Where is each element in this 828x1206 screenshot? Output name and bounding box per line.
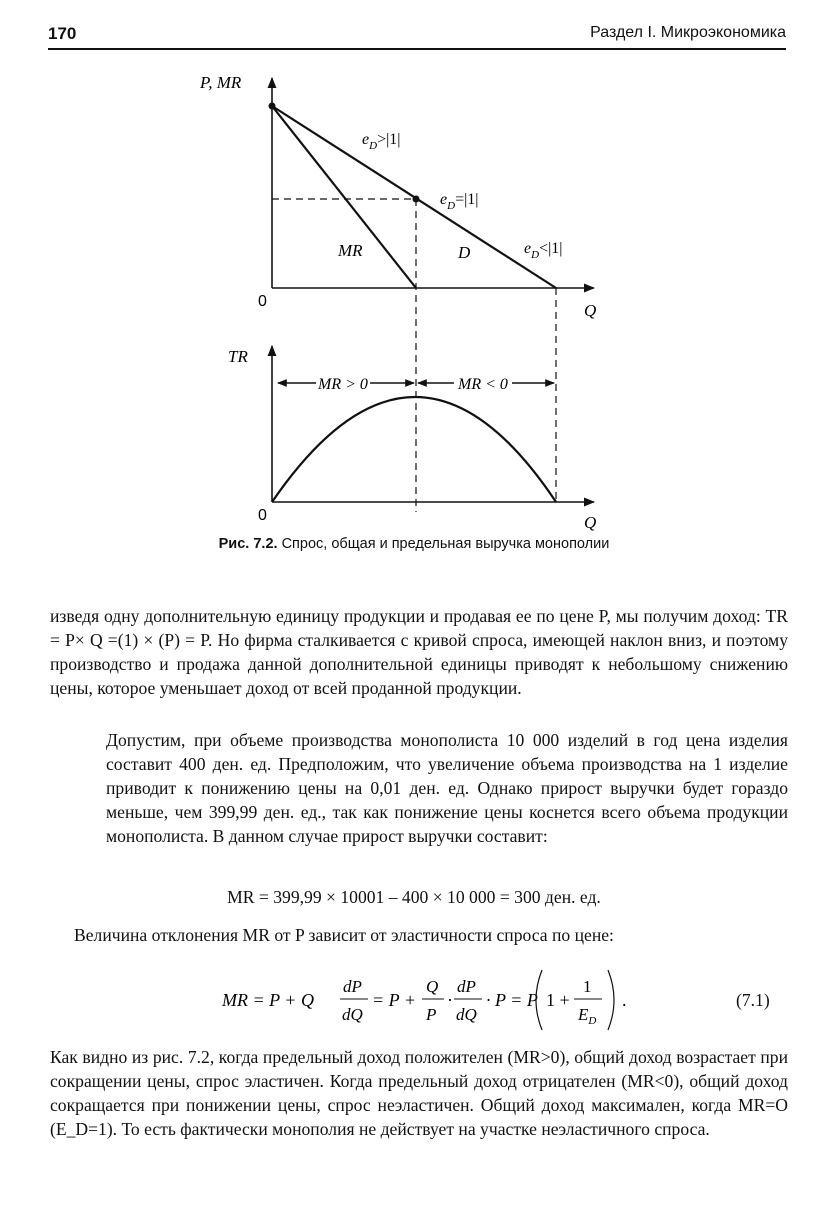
f-frac4-num: 1 [583,977,592,996]
mr-positive-label: MR > 0 [318,376,368,393]
f-mid: = P + [372,990,416,1010]
mr-negative-label: MR < 0 [458,376,508,393]
paragraph-4 [50,1045,788,1141]
figure-svg [0,60,828,540]
formula-mr-calc: MR = 399,99 × 10001 – 400 × 10 000 = 300 ден. ед. [227,887,601,907]
paragraph-3-text: Величина отклонения MR от P зависит от эластичности спроса по цене: [74,925,614,945]
formula-7-1-svg [200,964,640,1036]
f-tail: · P = P [486,990,538,1010]
paragraph-3 [74,923,788,947]
page-number: 170 [48,24,77,43]
mr-label: MR [338,241,363,260]
demand-label: D [458,243,471,262]
f-frac4-den [577,1005,596,1027]
bottom-x-axis-label: Q [584,513,597,532]
formula-7-1 [200,964,640,1036]
page-header [48,22,786,50]
f-frac4-den-letter: E [578,1005,589,1024]
caption-prefix: Рис. 7.2. [218,536,278,552]
paragraph-4-text: Как видно из рис. 7.2, когда предельный доход положителен (MR>0), общий доход возрастает при сокращении цены, спрос эластичен. Когда предельный доход отрицателен (MR<0), общий доход сокращается при понижении цены, спрос неэластичен. Общий доход максимален, когда MR=O (E_D=1). То есть фактически монополия не действует на участке неэластичного спроса. [50,1047,788,1139]
f-frac2-num: Q [426,977,439,996]
top-y-axis-label: P, MR [200,73,242,92]
f-frac3-num: dP [457,977,476,996]
f-lhs: MR = P + Q [222,990,314,1010]
f-one: 1 + [546,990,570,1010]
f-period: . [622,990,627,1010]
paragraph-1 [50,604,788,700]
equation-number: (7.1) [736,990,770,1010]
figure-7-2 [0,60,828,540]
label-inelastic: $e_D<|1|$ [524,240,563,261]
caption-text: Спрос, общая и предельная выручка монополии [281,536,610,552]
figure-caption [0,536,828,552]
paragraph-1-text: изведя одну дополнительную единицу продукции и продавая ее по цене P, мы получим доход: TR = P× Q =(1) × (P) = P. Но фирма сталкивается с кривой спроса, имеющей наклон вниз, и поэтому производство и продажа данной дополнительной единицы приводят к небольшому снижению цены, которое уменьшает доход от всей проданной продукции. [50,606,788,698]
bottom-y-axis-label: TR [228,347,248,366]
tr-curve [272,397,556,502]
f-frac1-num: dP [343,977,362,996]
f-dot: · [447,990,453,1010]
paragraph-2 [106,728,788,848]
bottom-origin-label: 0 [258,507,267,524]
paragraph-2-text: Допустим, при объеме производства монополиста 10 000 изделий в год цена изделия составит 400 ден. ед. Предположим, что увеличение объема производства на 1 изделие приводит к понижению цены на 0,01 ден. ед. Однако прирост выручки будет гораздо меньше, чем 399,99 ден. ед., так как понижение цены коснется всего объема продукции монополиста. В данном случае прирост выручки составит: [106,730,788,846]
f-frac4-den-sub: D [588,1015,597,1027]
section-title: Раздел I. Микроэкономика [590,24,786,41]
f-frac1-den: dQ [342,1005,363,1024]
demand-intercept-point [269,103,276,110]
label-elastic: $e_D>|1|$ [362,131,401,152]
top-origin-label: 0 [258,293,267,310]
f-frac2-den: P [426,1005,437,1024]
f-paren-right [608,970,614,1030]
f-frac3-den: dQ [456,1005,477,1024]
top-x-axis-label: Q [584,301,597,320]
label-unit-elastic: $e_D=|1|$ [440,191,479,212]
